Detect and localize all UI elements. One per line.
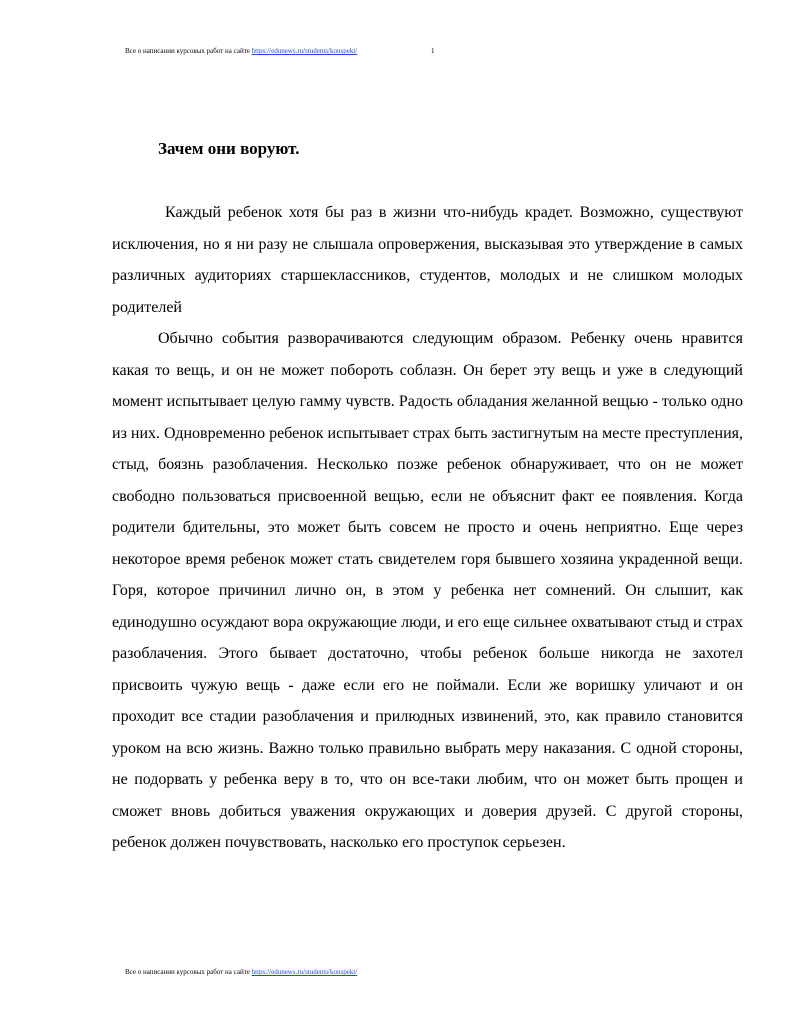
paragraph-main: Обычно события разворачиваются следующим образом. Ребенку очень нравится какая то вещь, и он не может побороть соблазн. Он берет эту вещь и уже в следующий момент испытывает целую гамму чувств. Радость обладания желанной вещью - только одно из них. Одновременно ребенок испытывает страх быть застигнутым на месте преступления, стыд, боязнь разоблачения. Несколько позже ребенок обнаруживает, что он не может свободно пользоваться присвоенной вещью, если не объяснит факт ее появления. Когда родители бдительны, это может быть совсем не просто и очень неприятно. Еще через некоторое время ребенок может стать свидетелем горя бывшего хозяина украденной вещи. Горя, которое причинил лично он, в этом у ребенка нет сомнений. Он слышит, как единодушно осуждают вора окружающие люди, и его еще сильнее охватывают стыд и страх разоблачения. Этого бывает достаточно, чтобы ребенок больше никогда не захотел присвоить чужую вещь - даже если его не поймали. Если же воришку уличают и он проходит все стадии разоблачения и прилюдных извинений, это, как правило становится уроком на всю жизнь. Важно только правильно выбрать меру наказания. С одной стороны, не подорвать у ребенка веру в то, что он все-таки любим, что он может быть прощен и сможет вновь добиться уважения окружающих и доверия друзей. С другой стороны, ребенок должен почувствовать, насколько его проступок серьезен. xyxy=(112,330,743,851)
footer-link[interactable]: https://edunews.ru/students/konspekt/ xyxy=(251,968,358,976)
page-header xyxy=(125,46,357,56)
document-body xyxy=(112,197,743,859)
paragraph-intro: Каждый ребенок хотя бы раз в жизни что-нибудь крадет. Возможно, существуют исключения, но я ни разу не слышала опровержения, высказывая это утверждение в самых различных аудиториях старшеклассников, студентов, молодых и не слишком молодых родителей xyxy=(112,204,743,316)
document-title: Зачем они воруют. xyxy=(158,139,300,158)
header-text: Все о написании курсовых работ на сайте xyxy=(125,47,252,55)
page-number: 1 xyxy=(431,47,435,55)
page-footer xyxy=(125,967,357,977)
footer-text: Все о написании курсовых работ на сайте xyxy=(125,968,252,976)
header-link[interactable]: https://edunews.ru/students/konspekt/ xyxy=(251,47,358,55)
